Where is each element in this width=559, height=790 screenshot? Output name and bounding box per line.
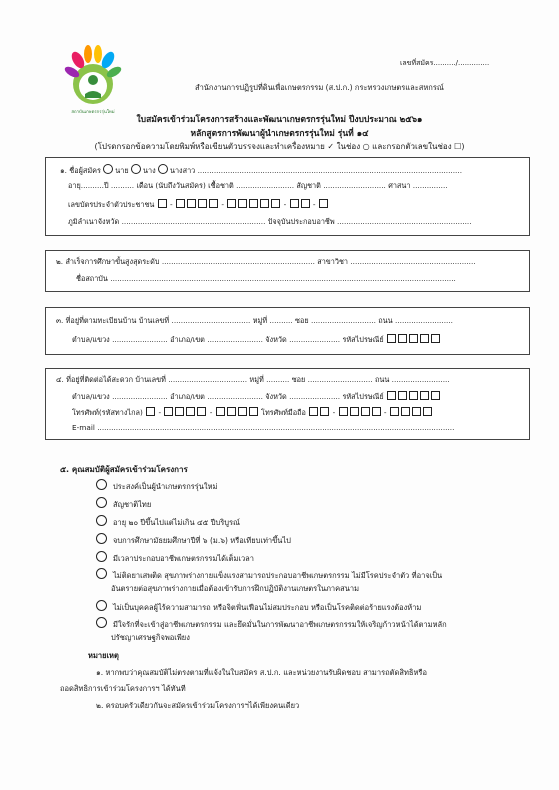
phone-label: โทรศัพท์(รหัสทางไกล) xyxy=(72,408,143,417)
phone-row: โทรศัพท์(รหัสทางไกล) - - โทรศัพท์มือถือ - - xyxy=(72,407,433,419)
title-radio-mrs[interactable] xyxy=(131,164,141,174)
moo-label: หมู่ที่ xyxy=(252,316,268,325)
contact-postcode-digit-box[interactable] xyxy=(420,391,429,400)
contact-subdistrict-label: ตำบล/แขวง xyxy=(72,392,110,401)
section-3-box xyxy=(45,307,530,355)
mobile-digit-box[interactable] xyxy=(309,407,318,416)
contact-postcode-digit-box[interactable] xyxy=(387,391,396,400)
section-3-label: ๓. ที่อยู่ที่ตามทะเบียนบ้าน บ้านเลขที่ xyxy=(56,316,170,325)
contact-address-row: ๔. ที่อยู่ที่ติดต่อได้สะดวก บ้านเลขที่ .................................. หมู่ที่ .......... ซอย ............................ ถนน ......................... xyxy=(56,375,450,384)
road-label: ถนน xyxy=(378,316,393,325)
postcode-digit-box[interactable] xyxy=(387,334,396,343)
soi-label: ซอย xyxy=(295,316,309,325)
title-radio-miss[interactable] xyxy=(158,164,168,174)
domicile-label: ภูมิลำเนาจังหวัด xyxy=(68,217,120,226)
major-label: สาขาวิชา xyxy=(317,257,349,266)
title-option-mrs: นาง xyxy=(142,166,156,175)
id-digit-box[interactable] xyxy=(319,199,328,208)
phone-digit-box[interactable] xyxy=(146,407,155,416)
qualification-item: มีใจรักที่จะเข้าสู่อาชีพเกษตรกรรม และยึดมั่นในการพัฒนาอาชีพเกษตรกรรมให้เจริญก้าวหน้าได้ตามหลัก xyxy=(96,617,447,631)
qualification-checkbox[interactable] xyxy=(96,551,107,562)
email-row: E-mail .......................................................................................................................................................... xyxy=(72,423,455,432)
mobile-digit-box[interactable] xyxy=(390,407,399,416)
nationality-label: สัญชาติ xyxy=(296,181,321,190)
title-radio-mr[interactable] xyxy=(103,164,113,174)
mobile-digit-box[interactable] xyxy=(361,407,370,416)
qualification-item: ไม่ติดยาเสพติด สุขภาพร่างกายแข็งแรงสามารถประกอบอาชีพเกษตรกรรม ไม่มีโรคประจำตัว ที่อาจเป็น xyxy=(96,568,442,582)
id-digit-box[interactable] xyxy=(290,199,299,208)
institution-row: ชื่อสถาบัน ..................................................................................................................................................... xyxy=(76,274,456,283)
qualification-item: ไม่เป็นบุคคลผู้ไร้ความสามารถ หรือจิตฟั่นเฟือนไม่สมประกอบ หรือเป็นโรคติดต่อร้ายแรงต้องห้าม xyxy=(96,600,421,614)
qualification-item-continued: อันตรายต่อสุขภาพร่างกายเมื่อต้องเข้ารับการฝึกปฏิบัติงานเกษตรในภาคสนาม xyxy=(111,584,360,593)
qualification-item: สัญชาติไทย xyxy=(96,497,151,511)
phone-digit-box[interactable] xyxy=(175,407,184,416)
phone-digit-box[interactable] xyxy=(249,407,258,416)
qualification-checkbox[interactable] xyxy=(96,515,107,526)
postcode-label: รหัสไปรษณีย์ xyxy=(342,335,384,344)
remark-1: ๑. หากพบว่าคุณสมบัติไม่ตรงตามที่แจ้งในใบสมัคร ส.ป.ก. และหน่วยงานรับผิดชอบ สามารถตัดสิทธิหรือ xyxy=(96,668,427,677)
postcode-digit-box[interactable] xyxy=(398,334,407,343)
phone-digit-box[interactable] xyxy=(238,407,247,416)
qualification-checkbox[interactable] xyxy=(96,617,107,628)
postcode-digit-box[interactable] xyxy=(431,334,440,343)
id-digit-box[interactable] xyxy=(249,199,258,208)
religion-label: ศาสนา xyxy=(388,181,411,190)
contact-postcode-digit-box[interactable] xyxy=(409,391,418,400)
qualification-item-continued: ปรัชญาเศรษฐกิจพอเพียง xyxy=(111,633,190,642)
section-4-label: ๔. ที่อยู่ที่ติดต่อได้สะดวก บ้านเลขที่ xyxy=(56,375,166,384)
qualification-checkbox[interactable] xyxy=(96,497,107,508)
phone-digit-box[interactable] xyxy=(197,407,206,416)
section-2-box xyxy=(45,250,530,292)
mobile-digit-box[interactable] xyxy=(401,407,410,416)
mobile-digit-box[interactable] xyxy=(423,407,432,416)
id-digit-box[interactable] xyxy=(227,199,236,208)
contact-postcode-label: รหัสไปรษณีย์ xyxy=(342,392,384,401)
postcode-digit-box[interactable] xyxy=(420,334,429,343)
phone-digit-box[interactable] xyxy=(164,407,173,416)
section-2-label: ๒. สำเร็จการศึกษาขั้นสูงสุดระดับ xyxy=(56,257,160,266)
smart-farmer-logo xyxy=(58,42,128,116)
contact-district-label: อำเภอ/เขต xyxy=(170,392,205,401)
form-instruction: (โปรดกรอกข้อความโดยพิมพ์หรือเขียนตัวบรรจงและทำเครื่องหมาย ✓ ในช่อง ○ และกรอกตัวเลขในช่อง ☐) xyxy=(94,142,465,151)
mobile-digit-box[interactable] xyxy=(412,407,421,416)
contact-postcode-digit-box[interactable] xyxy=(431,391,440,400)
application-number: เลขที่สมัคร........../.............. xyxy=(400,59,490,67)
id-digit-box[interactable] xyxy=(176,199,185,208)
contact-province-label: จังหวัด xyxy=(265,392,287,401)
qualification-checkbox[interactable] xyxy=(96,533,107,544)
phone-digit-box[interactable] xyxy=(216,407,225,416)
age-label: อายุ..........ปี xyxy=(68,181,109,190)
district-label: อำเภอ/เขต xyxy=(170,335,205,344)
mobile-digit-box[interactable] xyxy=(372,407,381,416)
id-digit-box[interactable] xyxy=(301,199,310,208)
mobile-digit-box[interactable] xyxy=(350,407,359,416)
mobile-digit-box[interactable] xyxy=(320,407,329,416)
id-digit-box[interactable] xyxy=(158,199,167,208)
title-option-mr: นาย xyxy=(115,166,129,175)
id-digit-box[interactable] xyxy=(198,199,207,208)
id-digit-box[interactable] xyxy=(271,199,280,208)
qualification-checkbox[interactable] xyxy=(96,600,107,611)
form-title: ใบสมัครเข้าร่วมโครงการสร้างและพัฒนาเกษตรกรรุ่นใหม่ ปีงบประมาณ ๒๕๖๑ xyxy=(136,115,423,125)
applicant-name-row: ๑. ชื่อผู้สมัคร นาย นาง นางสาว .................................................................................................................. xyxy=(60,166,463,175)
age-row: อายุ..........ปี .......... เดือน (นับถึงวันสมัคร) เชื้อชาติ ......................... สัญชาติ ........................... ศาสนา ............... xyxy=(68,181,448,190)
id-card-row: เลขบัตรประจำตัวประชาชน - - - - xyxy=(68,199,329,211)
remark-2: ๒. ครอบครัวเดียวกันจะสมัครเข้าร่วมโครงการฯได้เพียงคนเดียว xyxy=(96,701,300,710)
qualification-item: จบการศึกษามัธยมศึกษาปีที่ ๖ (ม.๖) หรือเทียบเท่าขึ้นไป xyxy=(96,533,291,547)
section-1-box xyxy=(45,157,530,236)
phone-digit-box[interactable] xyxy=(227,407,236,416)
contact-moo-label: หมู่ที่ xyxy=(249,375,264,384)
education-row: ๒. สำเร็จการศึกษาขั้นสูงสุดระดับ .................................................................. สาขาวิชา ...................................................... xyxy=(56,257,476,266)
qualification-checkbox[interactable] xyxy=(96,479,107,490)
id-digit-box[interactable] xyxy=(209,199,218,208)
contact-soi-label: ซอย xyxy=(291,375,306,384)
svg-text:สถาบันเกษตรกรรุ่นใหม่: สถาบันเกษตรกรรุ่นใหม่ xyxy=(71,110,115,115)
phone-digit-box[interactable] xyxy=(186,407,195,416)
id-card-label: เลขบัตรประจำตัวประชาชน xyxy=(68,200,155,209)
months-ethnicity-label: เดือน (นับถึงวันสมัคร) เชื้อชาติ xyxy=(136,181,234,190)
email-label: E-mail xyxy=(72,423,95,432)
mobile-label: โทรศัพท์มือถือ xyxy=(261,408,306,417)
registered-address-row-2: ตำบล/แขวง ........................ อำเภอ/เขต ........................ จังหวัด ...................... รหัสไปรษณีย์ xyxy=(72,334,441,346)
id-digit-box[interactable] xyxy=(238,199,247,208)
remarks-heading: หมายเหตุ xyxy=(88,651,119,660)
qualification-item: มีเวลาประกอบอาชีพเกษตรกรรมได้เต็มเวลา xyxy=(96,551,254,565)
subdistrict-label: ตำบล/แขวง xyxy=(72,335,110,344)
registered-address-row: ๓. ที่อยู่ที่ตามทะเบียนบ้าน บ้านเลขที่ .................................. หมู่ที่ .......... ซอย ............................ ถนน ......................... xyxy=(56,316,453,325)
domicile-row: ภูมิลำเนาจังหวัด .............................................................. ปัจจุบันประกอบอาชีพ .......................................................... xyxy=(68,217,472,226)
title-option-miss: นางสาว xyxy=(169,166,196,175)
occupation-label: ปัจจุบันประกอบอาชีพ xyxy=(267,217,335,226)
contact-address-row-2: ตำบล/แขวง ........................ อำเภอ/เขต ........................ จังหวัด ...................... รหัสไปรษณีย์ xyxy=(72,391,441,403)
qualification-item: อายุ ๒๐ ปีขึ้นไปแต่ไม่เกิน ๔๕ ปีบริบูรณ์ xyxy=(96,515,240,529)
province-label: จังหวัด xyxy=(265,335,287,344)
remark-1-continued: ถอดสิทธิการเข้าร่วมโครงการฯ ได้ทันที xyxy=(60,684,186,693)
institution-label: ชื่อสถาบัน xyxy=(76,274,108,283)
mobile-digit-box[interactable] xyxy=(339,407,348,416)
section-4-box xyxy=(45,368,530,440)
contact-postcode-digit-box[interactable] xyxy=(398,391,407,400)
qualification-checkbox[interactable] xyxy=(96,568,107,579)
agency-name: สำนักงานการปฏิรูปที่ดินเพื่อเกษตรกรรม (ส.ป.ก.) กระทรวงเกษตรและสหกรณ์ xyxy=(195,83,444,92)
id-digit-box[interactable] xyxy=(260,199,269,208)
section-1-label: ๑. ชื่อผู้สมัคร xyxy=(60,166,101,175)
qualification-item: ประสงค์เป็นผู้นำเกษตรกรรุ่นใหม่ xyxy=(96,479,217,493)
form-subtitle: หลักสูตรการพัฒนาผู้นำเกษตรกรรุ่นใหม่ รุ่นที่ ๑๔ xyxy=(190,129,369,139)
id-digit-box[interactable] xyxy=(187,199,196,208)
contact-road-label: ถนน xyxy=(374,375,390,384)
postcode-digit-box[interactable] xyxy=(409,334,418,343)
section-5-label: ๕. คุณสมบัติผู้สมัครเข้าร่วมโครงการ xyxy=(60,465,188,474)
